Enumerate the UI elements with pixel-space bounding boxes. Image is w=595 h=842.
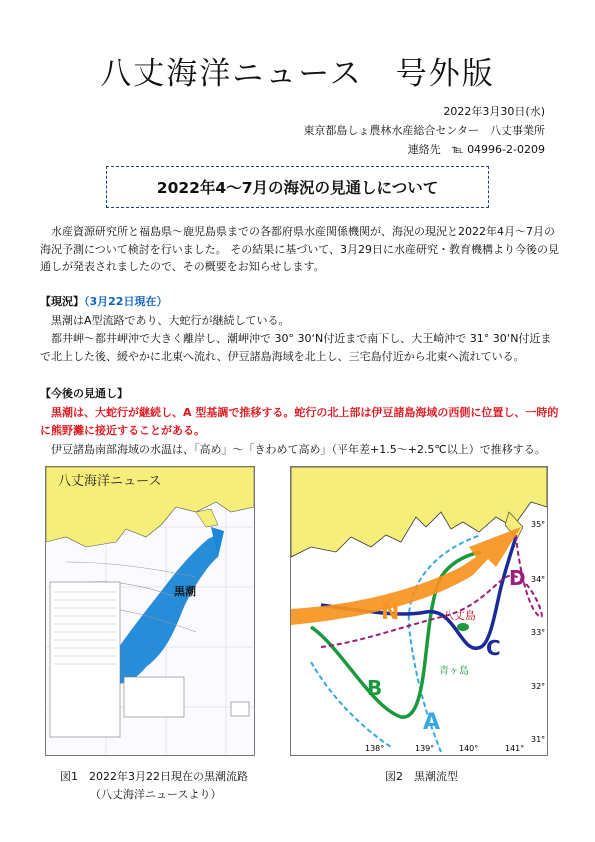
outlook-line: 伊豆諸島南部海域の水温は、「高め」～「きわめて高め」（平年差+1.5～+2.5℃以上）で推移する。 xyxy=(51,443,546,456)
headline-box xyxy=(106,166,489,208)
current-heading: 【現況】 xyxy=(40,295,84,308)
current-date-label: （3月22日現在） xyxy=(84,295,168,308)
page-title: 八丈海洋ニュース 号外版 xyxy=(100,56,495,92)
fig2-lat-35: 35° xyxy=(531,520,546,529)
fig1-kuroshio-label: 黒潮 xyxy=(174,585,196,598)
fig2-lat-33: 33° xyxy=(531,628,546,637)
fig2-label-A: A xyxy=(423,710,441,735)
fig2-label-hachijo: 八丈島 xyxy=(443,609,476,622)
fig2-label-C: C xyxy=(486,636,501,660)
fig2-lon-140: 140° xyxy=(459,744,479,753)
fig2-curve-A-lower xyxy=(311,662,391,747)
current-section-heading xyxy=(40,293,562,311)
figure-1-caption: 図1 2022年3月22日現在の黒潮流路 xyxy=(60,770,248,783)
issue-date: 2022年3月30日(水) xyxy=(443,105,545,118)
contact-info: 連絡先 ℡ 04996-2-0209 xyxy=(407,143,545,156)
fig2-lon-138: 138° xyxy=(365,744,385,753)
fig2-lat-34: 34° xyxy=(531,575,546,584)
fig2-lat-32: 32° xyxy=(531,682,546,691)
fig2-label-aogashima: 青ヶ島 xyxy=(439,666,469,677)
intro-paragraph: 水産資源研究所と福島県～鹿児島県までの各都府県水産関係機関が、海況の現況と2022年4月～7月の海況予測について検討を行いました。 その結果に基づいて、3月29日に水産研究・教育機構より今後の見通しが発表されましたので、その概要をお知らせします。 xyxy=(40,225,560,273)
outlook-red-text: 黒潮は、大蛇行が継続し、A 型基調で推移する。蛇行の北上部は伊豆諸島海域の西側に位置し、一時的に熊野灘に接近することがある。 xyxy=(40,406,559,437)
headline-text: 2022年4～7月の海況の見通しについて xyxy=(156,179,439,197)
figure-2-map xyxy=(290,466,548,756)
fig2-label-N: N xyxy=(381,600,400,625)
fig2-lat-31: 31° xyxy=(531,735,546,744)
figure-2-svg xyxy=(291,467,547,755)
fig2-label-B: B xyxy=(367,676,383,700)
fig2-lon-139: 139° xyxy=(415,744,435,753)
current-line-1: 黒潮はA型流路であり、大蛇行が継続している。 xyxy=(51,314,290,327)
organization: 東京都島しょ農林水産総合センター 八丈事業所 xyxy=(303,124,545,137)
figure-1-svg xyxy=(46,467,254,755)
outlook-heading: 【今後の見通し】 xyxy=(40,387,128,400)
figure-2-caption: 図2 黒潮流型 xyxy=(385,770,458,783)
fig2-lon-141: 141° xyxy=(505,744,525,753)
fig2-label-D: D xyxy=(509,566,526,590)
figure-1-map xyxy=(45,466,255,756)
figure-1-caption-source: （八丈海洋ニュースより） xyxy=(90,788,222,801)
current-line-2: 都井岬～都井岬沖で大きく離岸し、潮岬沖で 30° 30‘N付近まで南下し、大王崎沖で 31° 30‘N付近まで北上した後、緩やかに北東へ流れ、伊豆諸島海域を北上し、三宅島付近から北東へ流れている。 xyxy=(40,332,552,363)
fig1-map-title: 八丈海洋ニュース xyxy=(58,474,162,489)
